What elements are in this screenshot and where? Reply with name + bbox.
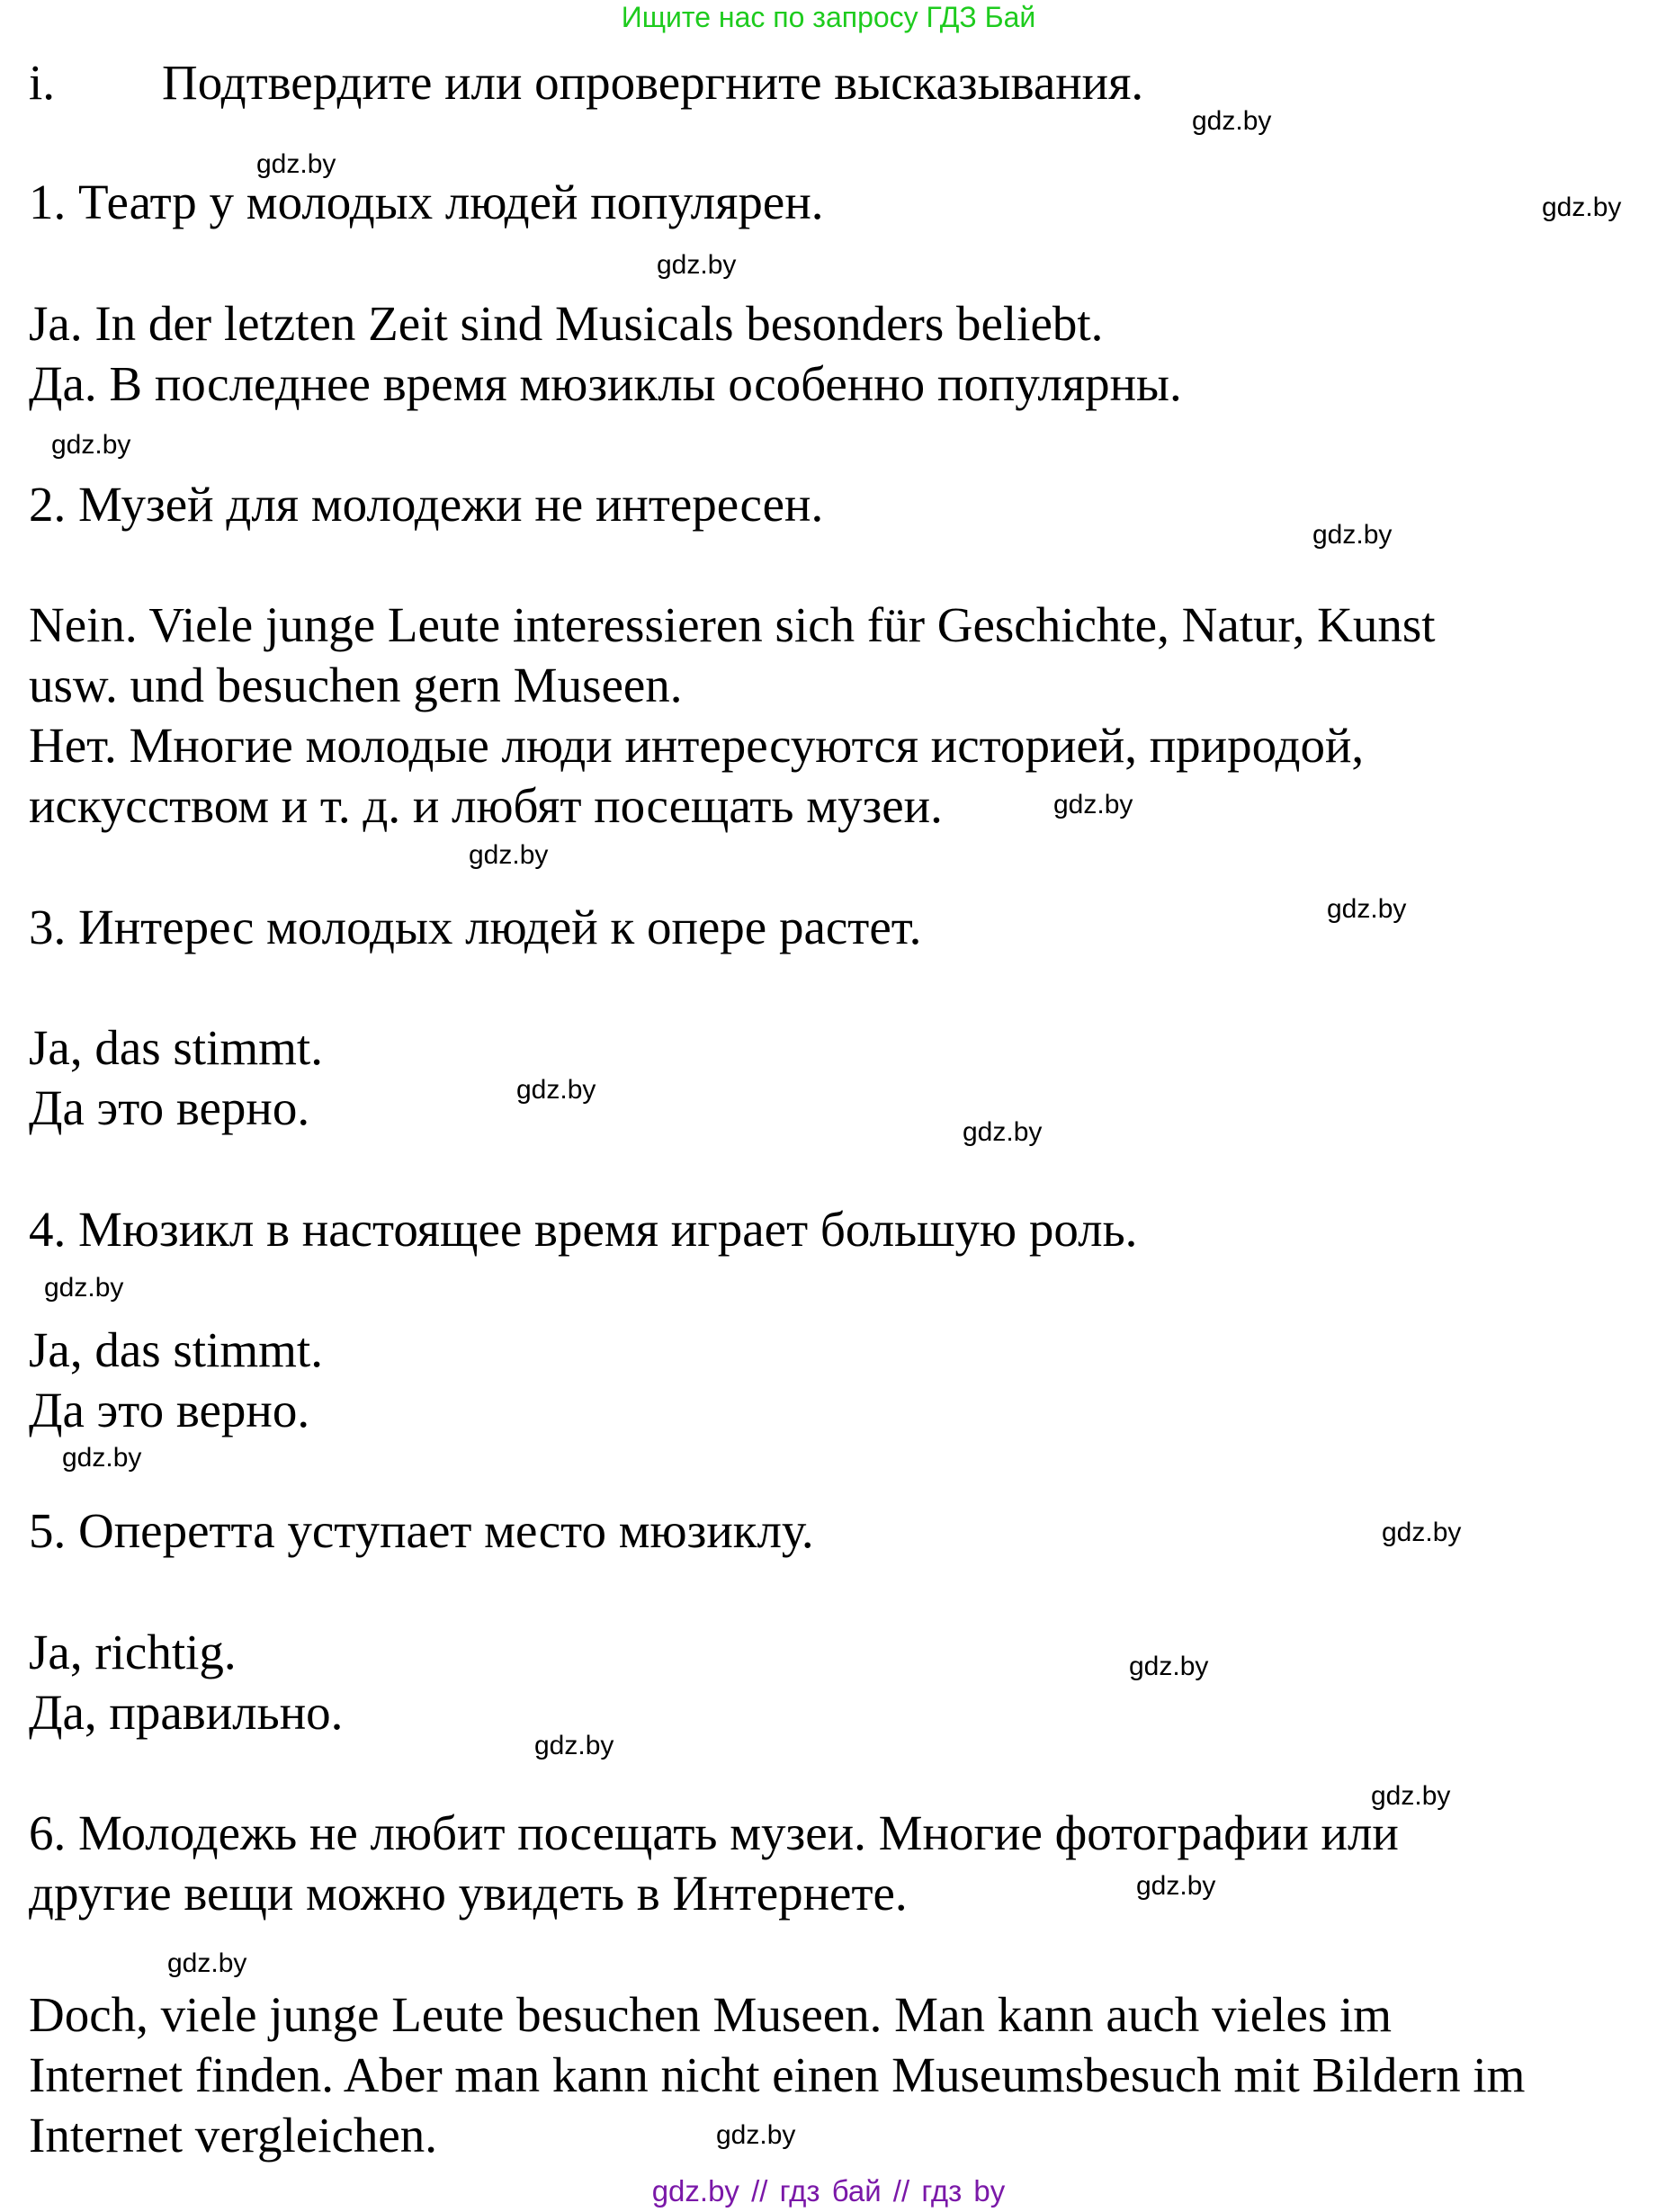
answer-1-ru: Да. В последнее время мюзиклы особенно популярны.: [29, 356, 1182, 411]
watermark: gdz.by: [44, 1273, 124, 1303]
answer-4-de: Ja, das stimmt.: [29, 1322, 323, 1377]
question-6-line-1: 6. Молодежь не любит посещать музеи. Многие фотографии или: [29, 1805, 1399, 1860]
watermark: gdz.by: [716, 2120, 796, 2150]
watermark: gdz.by: [1327, 894, 1407, 924]
footer-links[interactable]: gdz.by // гдз бай // гдз by: [651, 2174, 1006, 2208]
watermark: gdz.by: [516, 1075, 596, 1105]
answer-2-ru-line-2: искусством и т. д. и любят посещать музеи.: [29, 778, 943, 833]
answer-2-de-line-1: Nein. Viele junge Leute interessieren sich für Geschichte, Natur, Kunst: [29, 597, 1436, 652]
answer-5-de: Ja, richtig.: [29, 1625, 237, 1679]
answer-3-ru: Да это верно.: [29, 1080, 310, 1135]
watermark: gdz.by: [469, 840, 549, 870]
answer-5-ru: Да, правильно.: [29, 1685, 344, 1740]
exercise-heading: [29, 52, 1143, 113]
answer-2-ru-line-1: Нет. Многие молодые люди интересуются историей, природой,: [29, 718, 1365, 773]
watermark: gdz.by: [1382, 1518, 1462, 1547]
top-search-link[interactable]: Ищите нас по запросу ГДЗ Бай: [621, 1, 1036, 33]
watermark: gdz.by: [1053, 790, 1133, 819]
watermark: gdz.by: [1312, 520, 1393, 550]
watermark: gdz.by: [51, 430, 131, 460]
watermark: gdz.by: [1129, 1652, 1209, 1681]
watermark: gdz.by: [1542, 193, 1622, 222]
watermark: gdz.by: [963, 1117, 1043, 1147]
question-2: 2. Музей для молодежи не интересен.: [29, 477, 824, 532]
answer-3-de: Ja, das stimmt.: [29, 1020, 323, 1075]
answer-6-de-line-3: Internet vergleichen.: [29, 2108, 438, 2163]
watermark: gdz.by: [1136, 1871, 1216, 1901]
exercise-instruction: Подтвердите или опровергните высказывания.: [162, 55, 1144, 110]
exercise-marker: i.: [29, 55, 56, 110]
watermark: gdz.by: [62, 1443, 142, 1473]
question-6-line-2: другие вещи можно увидеть в Интернете.: [29, 1866, 908, 1921]
watermark: gdz.by: [167, 1948, 247, 1978]
answer-1-de: Ja. In der letzten Zeit sind Musicals besonders beliebt.: [29, 296, 1104, 351]
question-4: 4. Мюзикл в настоящее время играет большую роль.: [29, 1202, 1138, 1257]
question-1: 1. Театр у молодых людей популярен.: [29, 175, 824, 229]
question-3: 3. Интерес молодых людей к опере растет.: [29, 900, 922, 954]
watermark: gdz.by: [534, 1731, 614, 1760]
watermark: gdz.by: [657, 250, 737, 280]
answer-4-ru: Да это верно.: [29, 1383, 310, 1437]
answer-6-de-line-2: Internet finden. Aber man kann nicht einen Museumsbesuch mit Bildern im: [29, 2047, 1526, 2102]
answer-2-de-line-2: usw. und besuchen gern Museen.: [29, 658, 683, 712]
answer-6-de-line-1: Doch, viele junge Leute besuchen Museen. Man kann auch vieles im: [29, 1987, 1393, 2042]
watermark: gdz.by: [1371, 1781, 1451, 1811]
question-5: 5. Оперетта уступает место мюзиклу.: [29, 1503, 814, 1558]
watermark: gdz.by: [256, 149, 336, 179]
watermark: gdz.by: [1192, 106, 1272, 136]
